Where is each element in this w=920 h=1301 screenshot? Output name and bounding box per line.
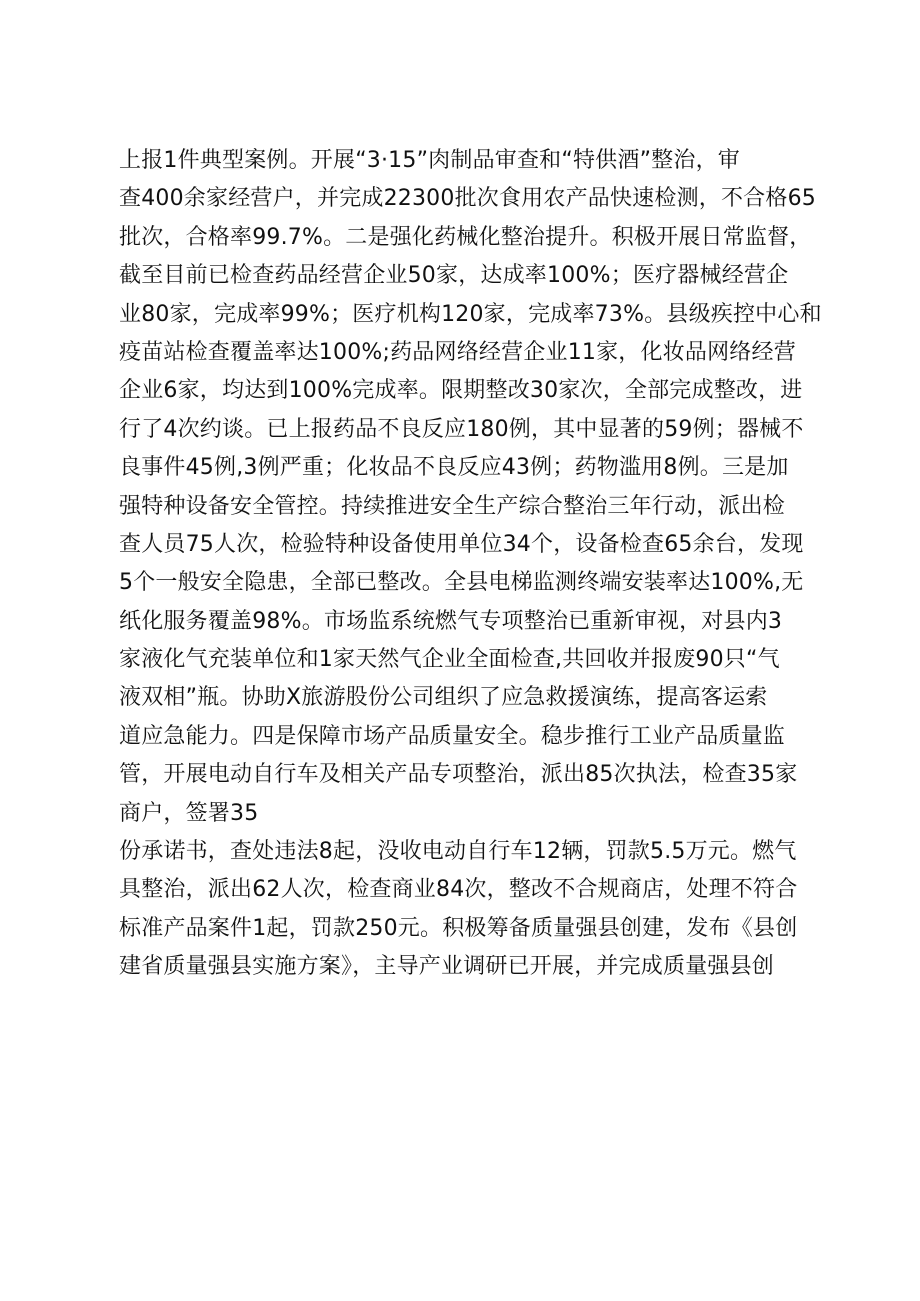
body-text: [119, 142, 822, 987]
text-line: 5个一般安全隐患，全部已整改。全县电梯监测终端安装率达100%,无: [119, 570, 804, 596]
text-line: 批次，合格率99.7%。二是强化药械化整治提升。积极开展日常监督，: [119, 224, 812, 250]
text-line: 份承诺书，查处违法8起，没收电动自行车12辆，罚款5.5万元。燃气: [119, 839, 797, 865]
text-line: 上报1件典型案例。开展“3·15”肉制品审查和“特供酒”整治，审: [119, 148, 740, 173]
text-line: 标准产品案件1起，罚款250元。积极筹备质量强县创建，发布《县创: [119, 915, 798, 941]
text-line: 道应急能力。四是保障市场产品质量安全。稳步推行工业产品质量监: [119, 723, 786, 749]
text-line: 截至目前已检查药品经营企业50家，达成率100%；医疗器械经营企: [119, 263, 789, 289]
text-line: 具整治，派出62人次，检查商业84次，整改不合规商店，处理不符合: [119, 877, 798, 903]
text-line: 建省质量强县实施方案》，主导产业调研已开展，并完成质量强县创: [119, 954, 775, 980]
text-line: 商户，签署35: [119, 800, 259, 826]
text-line: 纸化服务覆盖98%。市场监系统燃气专项整治已重新审视，对县内3: [119, 608, 783, 634]
text-line: 查400余家经营户，并完成22300批次食用农产品快速检测，不合格65: [119, 186, 816, 212]
text-line: 良事件45例,3例严重；化妆品不良反应43例；药物滥用8例。三是加: [119, 455, 789, 481]
text-line: 家液化气充装单位和1家天然气企业全面检查,共回收并报废90只“气: [119, 647, 780, 673]
text-line: 企业6家，均达到100%完成率。限期整改30家次，全部完成整改，进: [119, 378, 803, 404]
text-line: 管，开展电动自行车及相关产品专项整治，派出85次执法，检查35家: [119, 762, 798, 788]
text-line: 业80家，完成率99%；医疗机构120家，完成率73%。县级疾控中心和: [119, 301, 822, 327]
text-line: 液双相”瓶。协助X旅游股份公司组织了应急救援演练，提高客运索: [119, 685, 768, 711]
text-line: 强特种设备安全管控。持续推进安全生产综合整治三年行动，派出检: [119, 493, 786, 519]
text-line: 查人员75人次，检验特种设备使用单位34个，设备检查65余台，发现: [119, 531, 804, 557]
text-line: 行了4次约谈。已上报药品不良反应180例，其中显著的59例；器械不: [119, 416, 804, 442]
text-line: 疫苗站检查覆盖率达100%;药品网络经营企业11家，化妆品网络经营: [119, 339, 796, 365]
